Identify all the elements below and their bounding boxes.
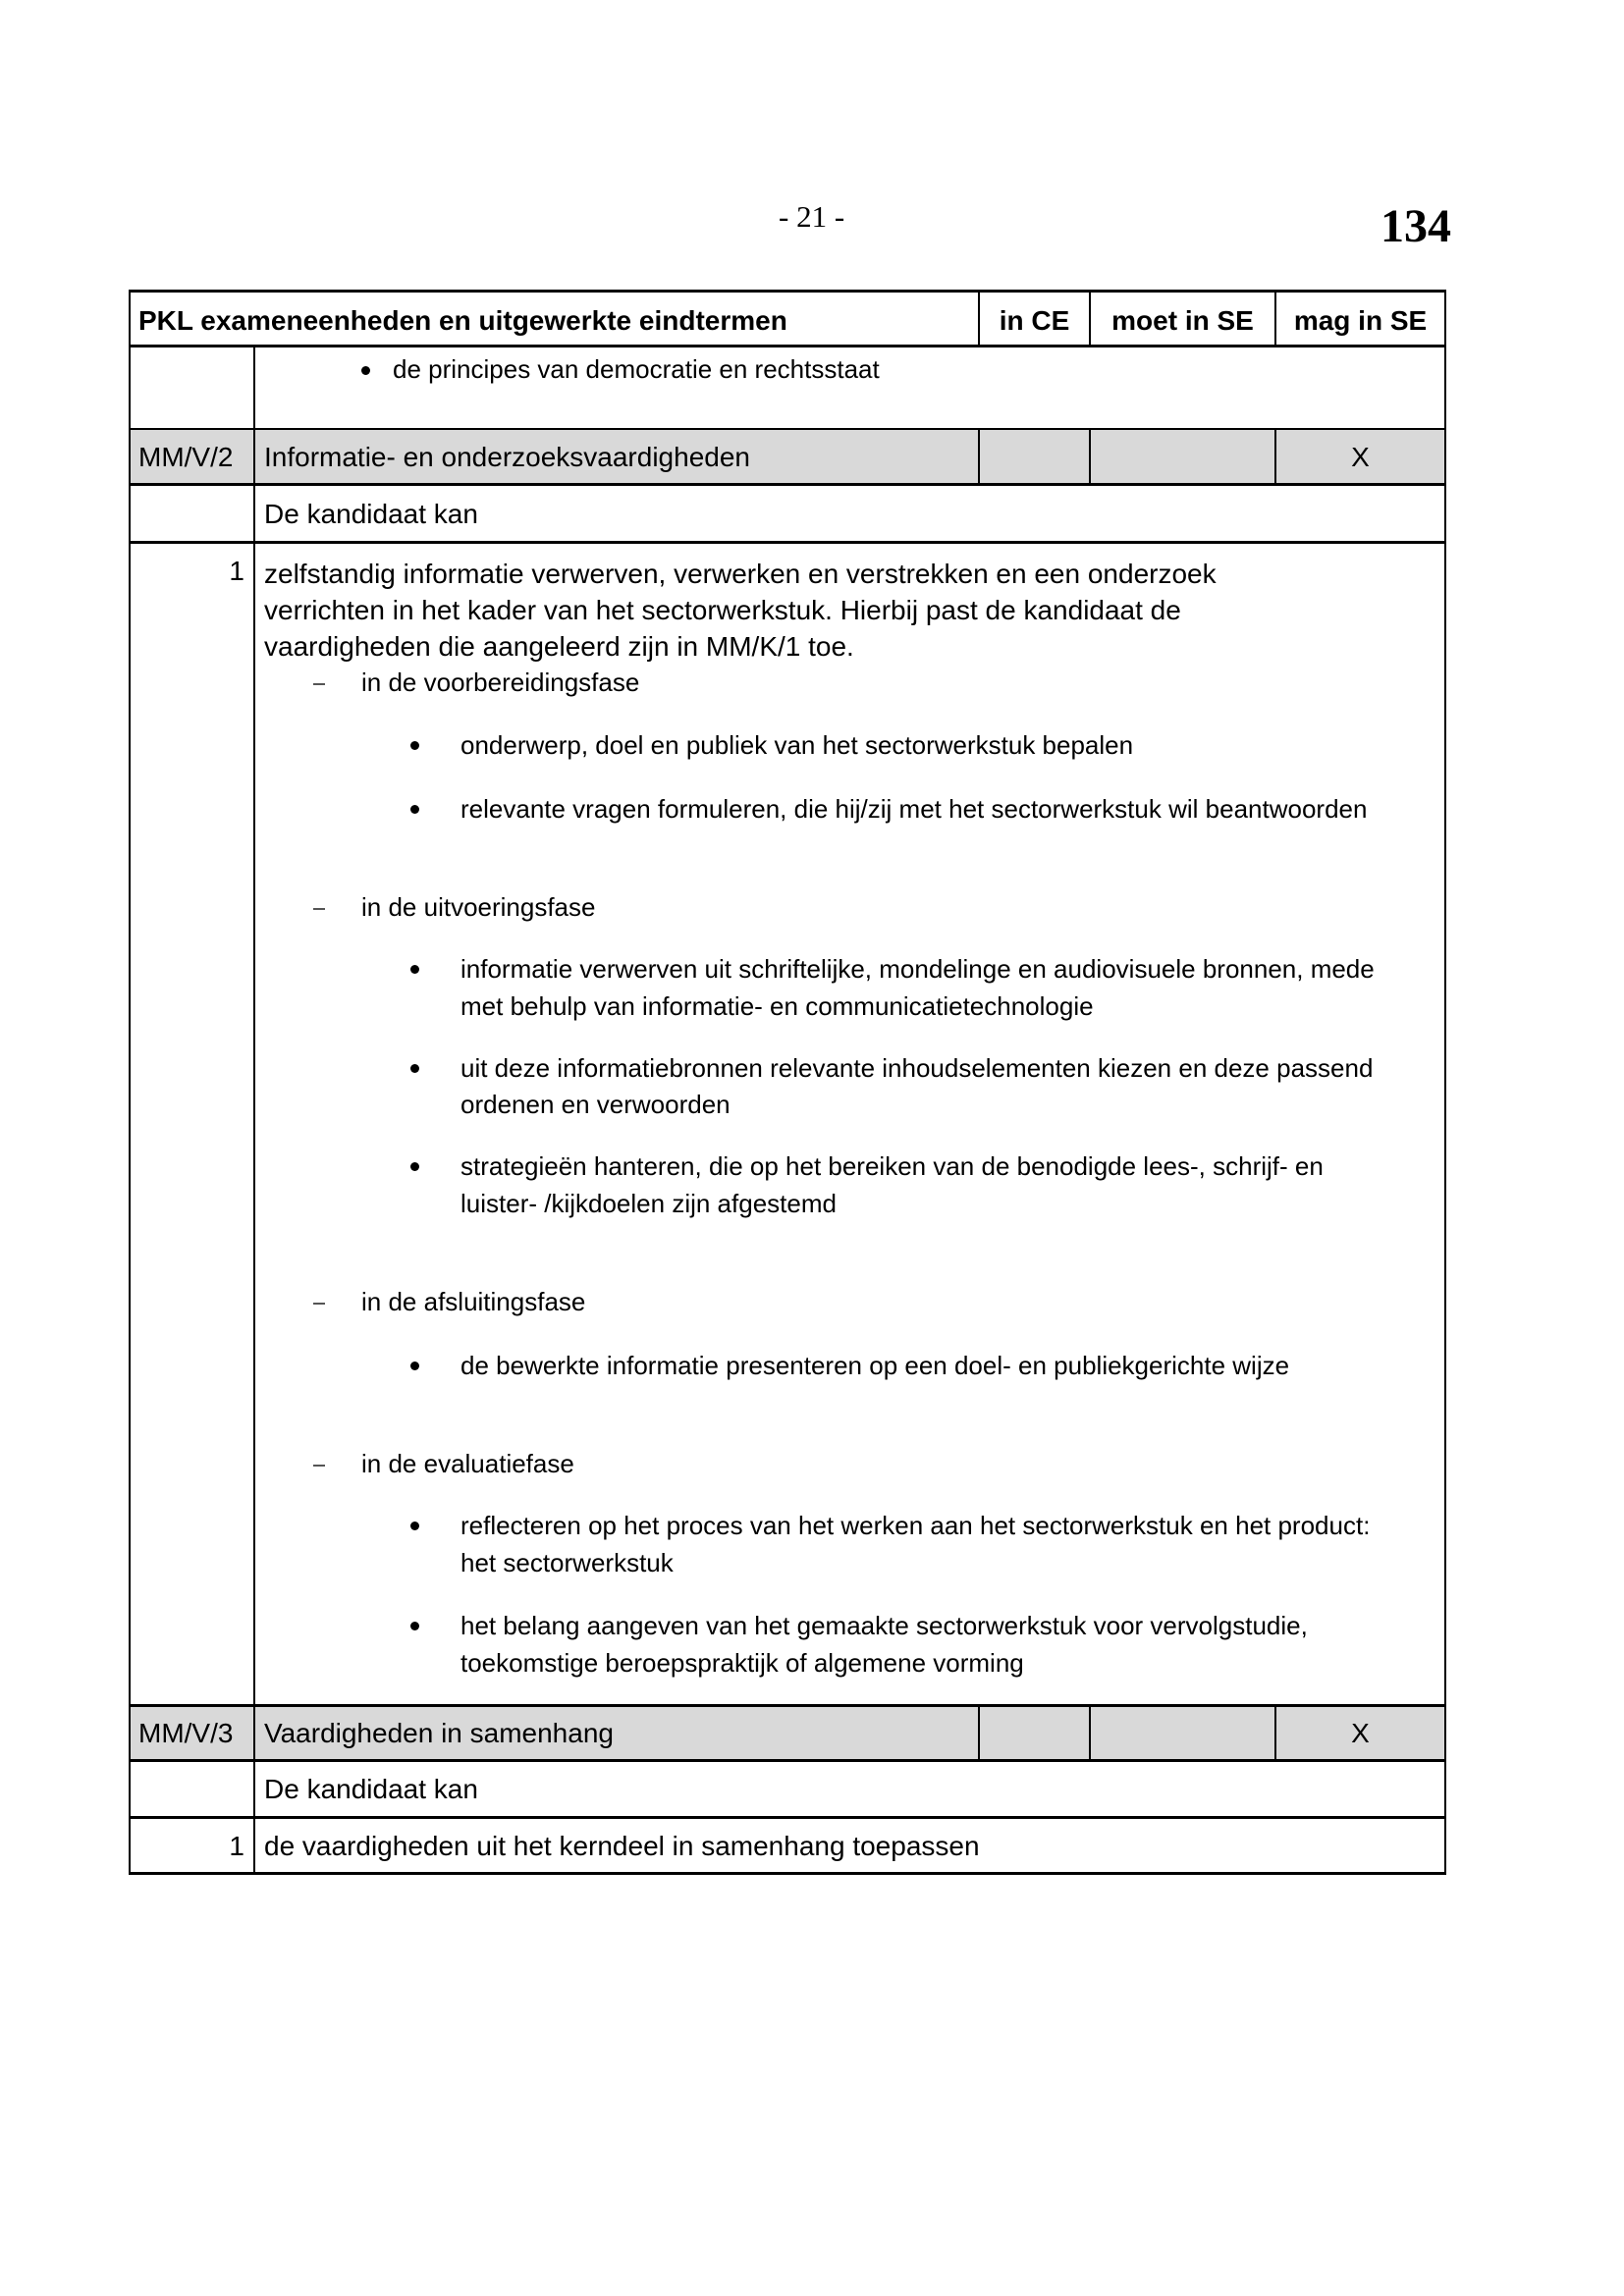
phase-bullet-text: luister- /kijkdoelen zijn afgestemd xyxy=(460,1189,837,1218)
bullet-icon xyxy=(361,366,370,375)
table-left-border xyxy=(129,290,131,1875)
table-header-title: PKL exameneenheden en uitgewerkte eindtermen xyxy=(138,305,787,336)
section-code: MM/V/3 xyxy=(138,1718,234,1748)
phase-bullet-text: de bewerkte informatie presenteren op een doel- en publiekgerichte wijze xyxy=(460,1351,1290,1380)
row-divider xyxy=(129,1704,1446,1707)
phase-bullet-text: onderwerp, doel en publiek van het sectorwerkstuk bepalen xyxy=(460,730,1134,760)
in-ce-column-divider xyxy=(978,429,980,485)
bullet-icon xyxy=(410,741,419,750)
bullet-icon xyxy=(410,1622,419,1630)
table-bottom-border xyxy=(129,1872,1446,1875)
moet-column-divider xyxy=(1089,1705,1091,1761)
phase-bullet-text: met behulp van informatie- en communicatietechnologie xyxy=(460,991,1094,1021)
header-bottom-border xyxy=(129,345,1446,347)
bullet-icon xyxy=(410,1522,419,1530)
mag-in-se-mark: X xyxy=(1351,1718,1370,1748)
row-divider xyxy=(129,483,1446,486)
phase-bullet-text: strategieën hanteren, die op het bereiken van de benodigde lees-, schrijf- en xyxy=(460,1151,1324,1181)
table-right-border xyxy=(1444,290,1446,1875)
bullet-icon xyxy=(410,805,419,814)
section-title: Informatie- en onderzoeksvaardigheden xyxy=(264,442,750,472)
phase-label: in de evaluatiefase xyxy=(361,1449,574,1478)
column-header-mag-in-se: mag in SE xyxy=(1293,305,1428,336)
dash-icon xyxy=(313,1303,325,1305)
bullet-icon xyxy=(410,1162,419,1171)
row-divider xyxy=(129,1759,1446,1762)
dash-icon xyxy=(313,1465,325,1467)
phase-bullet-text: reflecteren op het proces van het werken aan het sectorwerkstuk en het product: xyxy=(460,1511,1371,1540)
phase-bullet-text: het belang aangeven van het gemaakte sectorwerkstuk voor vervolgstudie, xyxy=(460,1611,1308,1640)
row-divider xyxy=(129,1816,1446,1819)
item-text-line: vaardigheden die aangeleerd zijn in MM/K/1 toe. xyxy=(264,631,854,662)
in-ce-column-divider xyxy=(978,1705,980,1761)
column-header-moet-in-se: moet in SE xyxy=(1111,305,1254,336)
phase-label: in de uitvoeringsfase xyxy=(361,892,596,922)
dash-icon xyxy=(313,908,325,910)
bullet-icon xyxy=(410,965,419,974)
bullet-icon xyxy=(410,1064,419,1073)
item-text-line: verrichten in het kader van het sectorwerkstuk. Hierbij past de kandidaat de xyxy=(264,595,1181,625)
continued-bullet-text: de principes van democratie en rechtsstaat xyxy=(393,354,880,384)
item-number: 1 xyxy=(229,1831,244,1861)
column-header-in-ce: in CE xyxy=(999,305,1070,336)
section-title: Vaardigheden in samenhang xyxy=(264,1718,614,1748)
phase-bullet-text: uit deze informatiebronnen relevante inhoudselementen kiezen en deze passend xyxy=(460,1053,1374,1083)
section-code: MM/V/2 xyxy=(138,442,234,472)
document-number: 134 xyxy=(1380,200,1451,252)
page-number: - 21 - xyxy=(779,199,845,234)
dash-icon xyxy=(313,683,325,685)
bullet-icon xyxy=(410,1362,419,1370)
phase-bullet-text: ordenen en verwoorden xyxy=(460,1090,731,1119)
phase-bullet-text: informatie verwerven uit schriftelijke, mondelinge en audiovisuele bronnen, mede xyxy=(460,954,1375,984)
section-intro: De kandidaat kan xyxy=(264,499,478,529)
row-divider xyxy=(129,428,1446,430)
phase-bullet-text: het sectorwerkstuk xyxy=(460,1548,674,1577)
item-text: de vaardigheden uit het kerndeel in samenhang toepassen xyxy=(264,1831,980,1861)
item-number: 1 xyxy=(229,556,244,586)
phase-label: in de afsluitingsfase xyxy=(361,1287,586,1316)
row-divider xyxy=(129,541,1446,544)
phase-bullet-text: relevante vragen formuleren, die hij/zij met het sectorwerkstuk wil beantwoorden xyxy=(460,794,1368,824)
moet-column-divider xyxy=(1089,429,1091,485)
phase-bullet-text: toekomstige beroepspraktijk of algemene vorming xyxy=(460,1648,1024,1678)
phase-label: in de voorbereidingsfase xyxy=(361,667,640,697)
code-column-divider xyxy=(253,346,255,1874)
section-intro: De kandidaat kan xyxy=(264,1774,478,1804)
table-top-border xyxy=(129,290,1446,293)
mag-in-se-mark: X xyxy=(1351,442,1370,472)
item-text-line: zelfstandig informatie verwerven, verwerken en verstrekken en een onderzoek xyxy=(264,559,1217,589)
